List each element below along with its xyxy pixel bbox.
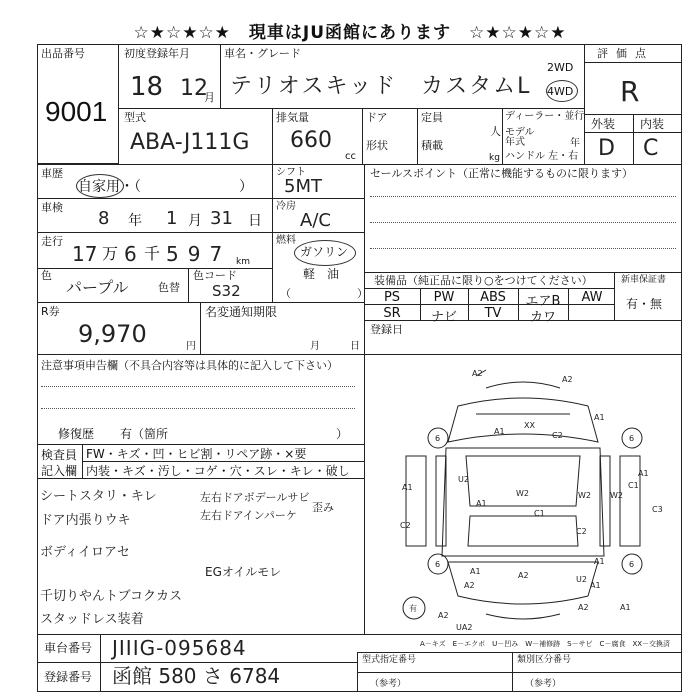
- note-distortion: 歪み: [312, 501, 334, 514]
- mark-a2-rear-center: A2: [518, 571, 529, 580]
- header-banner: ☆★☆★☆★ 現車はJU函館にあります ☆★☆★☆★: [133, 23, 567, 43]
- mark-a1-left-door: A1: [476, 499, 487, 508]
- col-line: [633, 114, 634, 164]
- tire-fl-label: 6: [435, 434, 441, 443]
- tire-rl-label: 6: [435, 560, 441, 569]
- recycle-unit: 円: [186, 341, 196, 352]
- equipment-navi: ナビ: [430, 310, 457, 325]
- col-line: [100, 634, 101, 692]
- mark-a1-right-front: A1: [594, 413, 605, 422]
- note-door-bumper: 左右ドアインパーケ: [200, 509, 297, 522]
- shift-label: シフト: [276, 167, 306, 178]
- eval-value: R: [620, 75, 640, 108]
- mark-c2-hood: C2: [552, 431, 563, 440]
- inspection-month: 1: [166, 208, 178, 229]
- history-label: 車歴: [41, 167, 63, 180]
- eval-label: 評価点: [597, 47, 654, 60]
- history-value: 自家用・（ ）: [78, 179, 253, 195]
- mark-c2-left-rear: C2: [400, 521, 411, 530]
- mark-a2-front-right: A2: [562, 375, 573, 384]
- class-number-sub: （参考）: [525, 679, 562, 689]
- capacity-unit: 人: [490, 125, 501, 138]
- repair-history-label: 修復歴: [58, 427, 95, 441]
- mark-a1-front: A1: [494, 427, 505, 436]
- col-line: [502, 108, 503, 164]
- warranty-label: 新車保証書: [621, 275, 667, 285]
- ac-label: 冷房: [276, 201, 296, 212]
- equipment-sr: SR: [383, 306, 401, 321]
- shape-label: 形状: [366, 139, 388, 152]
- color-change-label: 色替: [158, 281, 180, 294]
- tax-month-unit: 月: [310, 341, 320, 352]
- model-label: 型式: [124, 111, 146, 124]
- mark-u2-left: U2: [458, 475, 469, 484]
- reg-month-unit: 月: [204, 91, 215, 104]
- mark-u2-rear: U2: [576, 575, 587, 584]
- equipment-tv: TV: [484, 306, 502, 321]
- row-line: [584, 62, 682, 63]
- capacity-label: 定員: [421, 111, 443, 124]
- row-line: [82, 461, 364, 462]
- dotted-line: [370, 248, 676, 249]
- exterior-value: D: [598, 136, 615, 161]
- warranty-value: 有・無: [626, 297, 663, 311]
- mark-xx: XX: [524, 421, 535, 430]
- mark-c3: C3: [652, 505, 663, 514]
- dotted-line: [370, 222, 676, 223]
- inspector-row2: 内装・キズ・汚し・コゲ・穴・スレ・キレ・破し: [86, 464, 350, 478]
- mileage-sen: 6: [124, 242, 137, 266]
- color-value: パープル: [66, 278, 129, 297]
- equipment-pw: PW: [433, 290, 455, 305]
- equipment-airbag: エアB: [525, 294, 561, 309]
- mark-a2-bottom-left: A2: [438, 611, 449, 620]
- equipment-ps: PS: [383, 290, 401, 305]
- inspector-row1: FW・キズ・凹・ヒビ割・リペア跡・×要: [86, 447, 307, 461]
- mark-c1-center: C1: [534, 509, 545, 518]
- equipment-leather: カワ: [529, 310, 556, 325]
- note-misc: 千切りやんトブコクカス: [40, 589, 182, 604]
- col-line: [357, 652, 358, 692]
- mark-c2-right-rear: C2: [576, 527, 587, 536]
- row-line: [37, 354, 682, 355]
- row-line: [584, 132, 682, 133]
- chassis-label: 車台番号: [44, 641, 93, 655]
- mark-w2-right-door: W2: [610, 491, 623, 500]
- interior-label: 内装: [640, 117, 665, 131]
- tax-notice-label: 名変通知期限: [205, 305, 278, 319]
- note-studless: スタッドレス装着: [40, 612, 144, 627]
- tire-fr-label: 6: [629, 434, 635, 443]
- sales-points-label: セールスポイント（正常に機能するものに限ります）: [370, 167, 634, 180]
- equipment-abs: ABS: [480, 290, 506, 305]
- col-line: [512, 652, 513, 692]
- history-circle: [76, 174, 124, 198]
- inspection-month-unit: 月: [188, 213, 202, 229]
- reg-year-value: 18: [130, 72, 164, 102]
- mark-a2-rear-left: A2: [464, 581, 475, 590]
- recycle-label: R券: [41, 305, 60, 318]
- dealer-label: ディーラー・並行: [505, 111, 585, 122]
- row-line: [357, 652, 682, 653]
- displacement-value: 660: [290, 128, 332, 153]
- doors-label: ドア: [366, 111, 388, 124]
- shift-value: 5MT: [284, 176, 322, 197]
- cert-number-label: 型式指定番号: [362, 655, 417, 665]
- damage-legend: A－キズ E－エクボ U－凹み W－補修跡 S－サビ C－腐食 XX－交換済: [420, 640, 671, 648]
- equipment-aw: AW: [581, 290, 603, 305]
- drive-circle: [546, 80, 578, 102]
- chassis-number: JIIIG-095684: [112, 636, 247, 660]
- displacement-label: 排気量: [276, 111, 309, 124]
- note-door-rust: 左右ドアボデールサビ: [200, 491, 310, 504]
- inspector-entry-label: 記入欄: [41, 464, 78, 478]
- plate-number: 函館 580 さ 6784: [112, 664, 281, 688]
- col-line: [220, 44, 221, 108]
- mark-a1-rear-left: A1: [470, 567, 481, 576]
- note-oil-leak: EGオイルモレ: [205, 565, 282, 579]
- row-line: [37, 662, 357, 663]
- year-unit: 年: [570, 138, 580, 149]
- car-condition-diagram: [366, 356, 680, 634]
- drive-4wd: 4WD: [547, 85, 574, 98]
- mileage-unit: km: [236, 257, 250, 267]
- mileage-sen-unit: 千: [144, 244, 161, 263]
- fuel-circle: [294, 240, 356, 266]
- lot-number: 9001: [45, 96, 108, 127]
- mark-a1-right-side: A1: [638, 469, 649, 478]
- tax-day-unit: 日: [350, 341, 360, 352]
- note-seat: シートスタリ・キレ: [40, 489, 157, 504]
- mark-a1-left-side: A1: [402, 483, 413, 492]
- reg-year-label: 初度登録年月: [124, 47, 190, 60]
- inspector-label: 検査員: [41, 448, 78, 462]
- exterior-label: 外装: [591, 117, 616, 131]
- load-unit: kg: [489, 153, 500, 163]
- mark-w2-roof: W2: [516, 489, 529, 498]
- reg-month-value: 12: [180, 76, 208, 101]
- note-door-trim: ドア内張りウキ: [40, 513, 131, 528]
- inspection-label: 車検: [41, 201, 63, 214]
- mileage-rest: 597: [166, 242, 232, 266]
- color-code-value: S32: [212, 282, 241, 300]
- registration-date-label: 登録日: [370, 323, 403, 336]
- col-line: [364, 354, 365, 634]
- car-name-label: 車名・グレード: [224, 47, 301, 60]
- notes-label: 注意事項申告欄（不具合内容等は具体的に記入して下さい）: [41, 359, 338, 372]
- mark-w2-right: W2: [578, 491, 591, 500]
- mark-a2-bottom-right: A2: [578, 603, 589, 612]
- row-line: [364, 288, 614, 289]
- col-line: [272, 164, 273, 302]
- row-line: [37, 164, 682, 165]
- row-line: [37, 198, 272, 199]
- color-code-label: 色コード: [193, 269, 237, 282]
- mark-a1-bottom: A1: [620, 603, 631, 612]
- fuel-label: 燃料: [276, 235, 296, 246]
- col-line: [362, 108, 363, 164]
- fuel-gasoline: ガソリン: [300, 245, 349, 259]
- mark-a1-rear-right: A1: [594, 557, 605, 566]
- col-line: [272, 108, 273, 164]
- spare-label: 有: [409, 604, 417, 613]
- inspection-year-unit: 年: [128, 213, 142, 229]
- row-line: [357, 672, 682, 673]
- load-label: 積載: [421, 139, 443, 152]
- mark-a1-rear-bumper: A1: [590, 581, 601, 590]
- row-line: [119, 108, 584, 109]
- equipment-label: 装備品（純正品に限り○をつけてください）: [374, 274, 593, 287]
- dotted-line: [41, 386, 355, 387]
- interior-value: C: [643, 136, 659, 161]
- mileage-man: 17: [72, 242, 98, 266]
- mark-c1-right: C1: [628, 481, 639, 490]
- row-line: [37, 232, 364, 233]
- fuel-diesel: 軽 油: [303, 267, 340, 281]
- row-line: [37, 478, 364, 479]
- tire-rr-label: 6: [629, 560, 635, 569]
- repair-history-value: 有（箇所 ）: [120, 427, 349, 441]
- lot-label: 出品番号: [41, 47, 85, 60]
- col-line: [188, 268, 189, 302]
- mark-a2-front-left: A2: [472, 369, 483, 378]
- model-value: ABA-J111G: [130, 130, 250, 155]
- recycle-value: 9,970: [78, 320, 147, 348]
- dotted-line: [370, 196, 676, 197]
- row-line: [37, 634, 682, 635]
- color-label: 色: [41, 269, 52, 282]
- row-line: [272, 198, 364, 199]
- mileage-man-unit: 万: [102, 244, 119, 263]
- mileage-label: 走行: [41, 235, 63, 248]
- class-number-label: 類別区分番号: [517, 655, 572, 665]
- mark-ua2: UA2: [456, 623, 473, 632]
- displacement-unit: cc: [345, 151, 356, 162]
- ac-value: A/C: [300, 210, 331, 231]
- note-body-fade: ボディイロアセ: [40, 545, 130, 560]
- plate-label: 登録番号: [44, 670, 93, 684]
- row-line: [37, 444, 364, 445]
- col-line: [417, 108, 418, 164]
- model-year-label: モデル年式: [505, 127, 535, 148]
- inspection-day: 31: [210, 208, 233, 229]
- inspection-day-unit: 日: [248, 213, 262, 229]
- col-line: [364, 164, 365, 354]
- cert-number-sub: （参考）: [370, 679, 407, 689]
- drive-2wd: 2WD: [547, 61, 574, 74]
- car-name-value: テリオスキッド カスタムL: [230, 74, 532, 99]
- row-line: [364, 272, 682, 273]
- handle-label: ハンドル 左・右: [505, 151, 579, 162]
- dotted-line: [41, 408, 355, 409]
- inspection-year: 8: [98, 208, 110, 229]
- fuel-paren: （ ）: [280, 287, 368, 300]
- col-line: [200, 302, 201, 354]
